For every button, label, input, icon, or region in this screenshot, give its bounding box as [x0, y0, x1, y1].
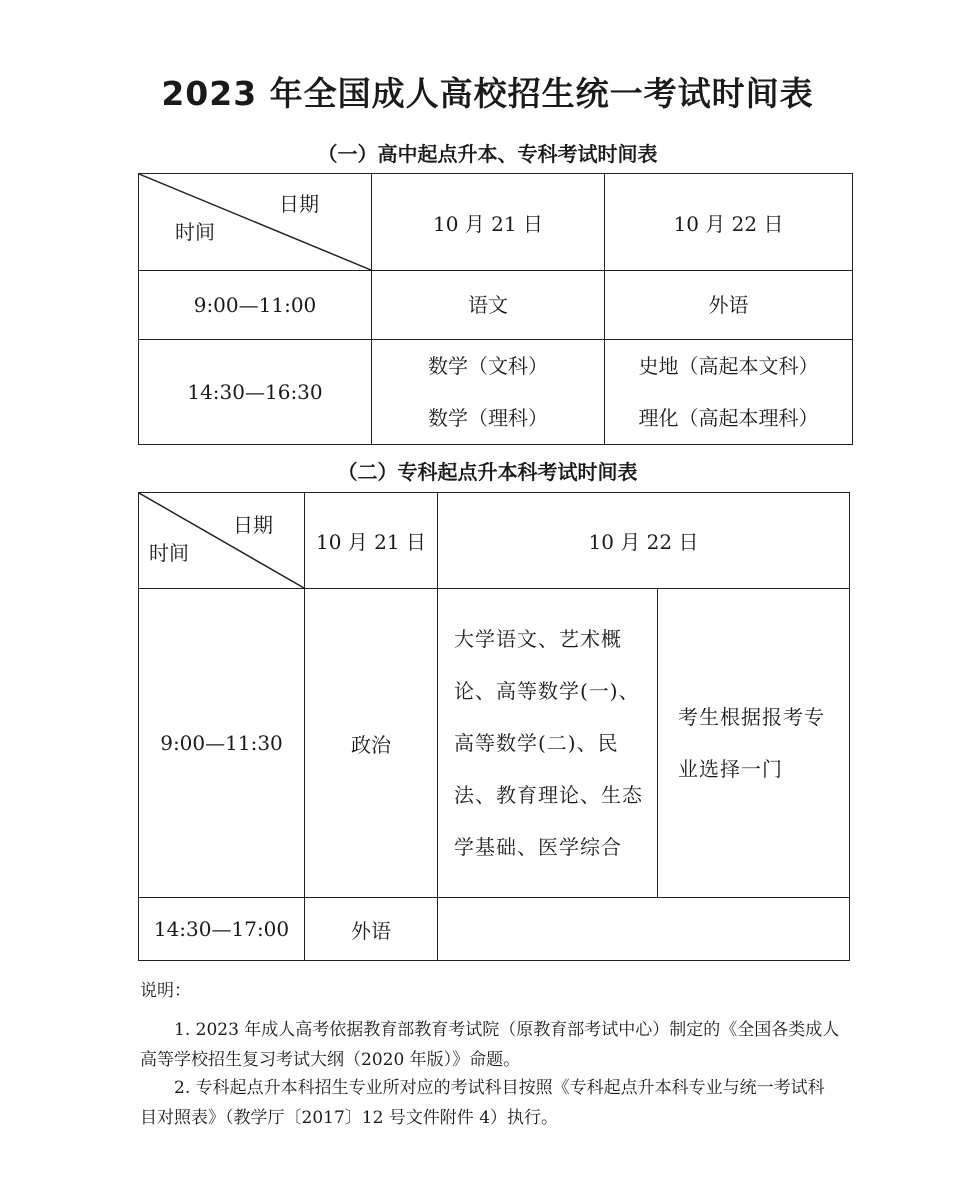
subject-line: 数学（理科）: [428, 406, 548, 430]
notes-title: 说明：: [140, 981, 191, 1001]
date-header-label: 日期: [279, 192, 319, 216]
empty-cell: [438, 898, 850, 961]
table1-corner-cell: [139, 174, 372, 271]
subject-line: 大学语文、艺术概: [454, 627, 622, 651]
subject-line: 语文: [468, 293, 508, 317]
subject-line: 外语: [708, 293, 749, 317]
table1-day2-header: 10 月 22 日: [605, 174, 853, 271]
subject-line: 论、高等数学(一)、: [454, 679, 640, 703]
note-line: 业选择一门: [678, 757, 783, 781]
subject-cell: 外语: [305, 898, 438, 961]
table2-day1-header: 10 月 21 日: [305, 493, 438, 589]
time-slot: 9:00—11:00: [139, 271, 372, 340]
table-row: [139, 898, 850, 961]
subject-cell: [605, 271, 853, 340]
subject-cell: [605, 340, 853, 445]
table-row: [139, 589, 850, 898]
subject-list-cell: [438, 589, 658, 898]
subject-line: 史地（高起本文科）: [638, 354, 819, 378]
subject-line: 理化（高起本理科）: [638, 406, 819, 430]
subject-cell: 政治: [305, 589, 438, 898]
time-header-label: 时间: [175, 220, 215, 244]
note-line: 考生根据报考专: [678, 705, 825, 729]
section2-title: （二）专科起点升本科考试时间表: [337, 460, 638, 484]
table1-day1-header: 10 月 21 日: [372, 174, 605, 271]
selection-note-cell: [658, 589, 850, 898]
table-row: [139, 271, 853, 340]
subject-line: 法、教育理论、生态: [454, 783, 643, 807]
subject-cell: [372, 271, 605, 340]
table2-day2-header: 10 月 22 日: [438, 493, 850, 589]
table1-header-row: [139, 174, 853, 271]
diagonal-line: [139, 174, 371, 270]
subject-line: 高等数学(二)、民: [454, 731, 619, 755]
date-header-label: 日期: [233, 513, 273, 537]
schedule-table-2: [138, 492, 850, 961]
time-header-label: 时间: [149, 541, 189, 565]
section1-title: （一）高中起点升本、专科考试时间表: [317, 142, 658, 166]
page-title: 2023 年全国成人高校招生统一考试时间表: [161, 74, 814, 113]
subject-cell: [372, 340, 605, 445]
time-slot: 14:30—16:30: [139, 340, 372, 445]
subject-line: 数学（文科）: [428, 354, 548, 378]
table2-corner-cell: [139, 493, 305, 589]
note-item-2: 2. 专科起点升本科招生专业所对应的考试科目按照《专科起点升本科专业与统一考试科目对照表》（教学厅〔2017〕12 号文件附件 4）执行。: [140, 1078, 825, 1128]
table-row: [139, 340, 853, 445]
time-slot: 9:00—11:30: [139, 589, 305, 898]
time-slot: 14:30—17:00: [139, 898, 305, 961]
table2-header-row: [139, 493, 850, 589]
subject-line: 学基础、医学综合: [454, 835, 622, 859]
note-item-1: 1. 2023 年成人高考依据教育部教育考试院（原教育部考试中心）制定的《全国各类成人高等学校招生复习考试大纲（2020 年版）》命题。: [140, 1020, 840, 1070]
schedule-table-1: [138, 173, 853, 445]
